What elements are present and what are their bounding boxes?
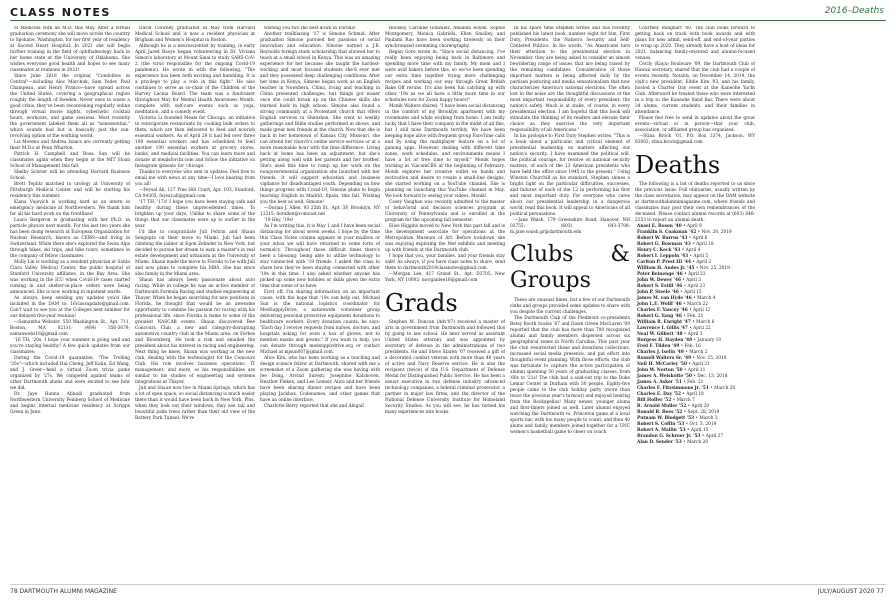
death-name: Ansel E. Boson '40	[637, 224, 682, 229]
death-separator: •	[685, 428, 691, 433]
footer-right: JULY/AUGUST 2020 77	[817, 588, 884, 595]
paragraph: Stephen M. Duncan (Adv'07) received a master of arts in government from Dartmouth and followed this by going to law school. He later served as assistant United States attorney and was appointed by secretary of defense in the administrations of two presidents. He and Steve Staren '07 received a gift of a decorated combat veteran with more than 40 years of active and Navy Reserve service. He is also the recipient (twice) of the U.S. Department of Defense Medal for Distinguished Public Service. He has been a senior executive in two defense industry advanced technology companies, a federal criminal prosecutor, a partner in major law firms, and the director of the National Defense University Institute for Homeland Security Studies. As you will see, he has turned his many experiences into books.	[385, 320, 505, 415]
death-name: Robert G. Bowman '43	[637, 242, 691, 247]
paragraph: Thanks to everyone who sent in updates. Feel free to email me with news at any time—I love hearing from you all!	[135, 170, 255, 187]
paragraph: Another trailblazing '17 is Simone Schmid. After graduation Simone pursued her passions of social innovation and education. Simone earned a J.B. Reynolds foreign study scholarship that allowed her to teach at a small school in Kenya. This was an amazing experience for her because she taught the hardest-working and most focused students she'd ever met and they possessed deep challenging conditions. After her time in Kenya, Simone began work as an English teacher in Nowshera, China, living and teaching in China presented challenges, but things got easier once she could break up on the Chinese skills she learned back in high school. Simone also found a strong community at a Protestant church that offers English services in Shenzhen. She went to weekly gatherings and Bible studies performed in shows, and made great new friends at the church. Now that she is back in her hometown of Kansas City, Missouri, she can attend her church's online service services or at a more reasonable hour with the time difference. Living back at home has been an adjustment, but she's getting along well with her parents and her brother. She's used this time to ramp up her work on the nongovernmental organization she launched with her friends. It will support education and business vigilance for disadvantaged youth. Depending on how things progress with Covid-19, Simone plans to begin teaching English in Madrid, Spain, this fall. Wishing you the best as well, Simone!	[260, 32, 380, 205]
death-date: March 20	[714, 386, 736, 391]
class-intro-paragraph: '17 TH, '17s! I hope you have been staying safe and healthy during these unprecedented times. To brighten up your days, Unlike to share some of the things that our classmates were up to earlier in the year.	[135, 200, 255, 229]
death-separator: •	[690, 242, 697, 247]
class-secretary-signoff: —Stina Brock '01, P.O. Box 3374, Jackson, WY 83002; stina.brock@gmail.com	[635, 134, 755, 145]
paragraph: Cecily (Kaya) Boulware '09, the Dartmouth Club of Hawaii secretary, shared that the club had a couple of events recently. Notably, on December 14, 2019, the club's new president, Eddie Kim '03, and his family, hosted a Charter Day event at the Kaneohe Yacht Club. Afterward he treated those who were interested in a trip to the Kaneohe Sand Bar. There were about 34 alums, current students, and their families in attendance.	[635, 62, 755, 115]
death-date: April 22	[688, 272, 706, 277]
death-name: Robert W. Barrus '43	[637, 236, 688, 241]
class-secretary-signoff: —Jane Walsh, 179 Greenshire Road, Hanover, NH 03755; (603) 643-3789; m.jane.walsh.gr@dartmouth.edu	[510, 218, 630, 235]
paragraph: Juli and Shaun now live in Miami Springs, which has a lot of open space, so social distancing is much easier there than it would have been back in New York. Plus, when they look out their windows, they see tall and beautiful palm trees rather than their old view of the Battery Park Tunnel. We're	[135, 386, 255, 421]
death-name: R. Arnold Muller '52	[637, 404, 687, 409]
death-date: April 11	[687, 368, 706, 373]
paragraph: Victoria Li founded Meals for Chicago, an initiative to reinvigorate restaurants by cooking bulk orders to them, which are then delivered to feed and nourish essential workers. As of April 29 it had fed over three 100 essential workers and has scheduled to feed another 100 essential workers at grocery stores, banks, and medical facilities. You can learn more and donate at mealsforchi.com and follow the initiative on Instagram @meals_for_chicago.	[135, 116, 255, 169]
class-intro-paragraph: '19 Hey, '19s!	[264, 218, 294, 223]
death-separator: •	[688, 254, 694, 259]
death-date: April 3	[687, 332, 703, 337]
death-date: April 2	[696, 260, 712, 265]
page-footer	[0, 582, 896, 600]
paragraph: wishing you two the best down in Florida!	[264, 26, 356, 31]
header-rule	[10, 20, 886, 21]
death-date: Feb. 21	[687, 380, 704, 385]
grads-heading: Grads	[385, 289, 458, 317]
paragraph: These are unusual times, but a few of our Dartmouth clubs and groups provided some updates to share with you despite the current challenges.	[510, 298, 630, 315]
paragraph: Elise Higgins moved to New York this past fall and is the development associate for operations at the Metropolitan Museum of Art. Before lockdown she was enjoying exploring the Met exhibits and meeting up with friends at the Dartmouth club.	[385, 224, 505, 253]
death-separator: •	[686, 362, 693, 367]
paragraph: Molly Lin is working as a resident physician at Santa Clara Valley Medical Center, the public hospital of Stanford University affiliates, in the Bay Area. She was working in the ICU when Covid-19 cases started coming in and shelter-in-place orders were being announced. She is now working in inpatient wards.	[10, 260, 130, 295]
death-name: Henry C. Keck '43	[637, 248, 681, 253]
death-name: Peter Reinenge '46	[637, 272, 683, 277]
death-date: Feb. 21	[687, 314, 704, 319]
death-name: Charles J. Iselin '49	[637, 350, 684, 355]
deaths-heading: Deaths	[635, 151, 721, 179]
death-separator: •	[682, 284, 688, 289]
paragraph: Alice Kim, who has been working as a teaching and design science fellow at Dartmouth, shared with me a screenshot of a Zoom gathering she was having with Jee Dong, Arvind Suresh, Josephine Kalshoven, Heather Fleken, and Lee Lenner. Alice and her friends have been sharing dinner recipes and have been playing Jackbox, Codenames, and other games that have an online interface.	[260, 356, 380, 403]
death-name: John W. Norton '50	[637, 368, 683, 373]
death-name: John P. Steele '46	[637, 290, 679, 295]
paragraph: First off, I'm sharing information on an important cause, with the hope that '19s can help out. Michael Sun is the national logistics coordinator for MedSupplyDrive, a nationwide volunteer group delivering personal protective equipment donations to healthcare workers. Every donation counts, he says: "Each day I receive requests from nurses, doctors, and hospitals asking for even a box of gloves, not to mention masks and gowns." If you want to help, you can donate through medsupplydrive.org or contact Michael at mjsun007@gmail.com.	[260, 290, 380, 355]
death-date: March 7	[676, 398, 695, 403]
column-4	[385, 26, 505, 578]
page-header	[0, 0, 896, 24]
death-date: April 15	[684, 290, 702, 295]
class-intro-paragraph: '16 TH, '20s. I hope your summer is going well and you're staying healthy! A few quick updates from our classmates:	[10, 338, 130, 355]
death-separator: •	[687, 236, 693, 241]
death-name: James A. Asker '51	[637, 380, 682, 385]
death-name: Robert G. Yang '46	[637, 314, 682, 319]
paragraph: Liz Moreno and Andrea Isaacs are currently getting their M.D.s at Penn Wharton.	[10, 140, 130, 151]
paragraph: Laura Bergeron is graduating with her Ph.D. in particle physics next month. For the last two years she has been doing research at European Organization for Nuclear Research, known as CERN—and living in Switzerland. While there she's explored the Swiss Alps through hikes, ski trips, and bike tours, sometimes in the company of fellow classmates.	[10, 218, 130, 259]
death-separator: •	[686, 404, 692, 409]
death-separator: •	[682, 272, 689, 277]
death-separator: •	[687, 326, 694, 331]
section-title: CLASS NOTES	[10, 6, 111, 19]
death-separator: •	[691, 296, 698, 301]
death-name: Robert A. Mallin '53	[637, 428, 686, 433]
death-separator: •	[694, 416, 700, 421]
death-separator: •	[691, 374, 698, 379]
death-separator: •	[690, 320, 697, 325]
death-date: April 29	[691, 404, 709, 409]
death-separator: •	[681, 314, 688, 319]
paragraph: Patrick H. Campbell and Rosa Sun will be classmates again when they begin at the MIT Sloan School of Management this fall.	[10, 152, 130, 169]
death-date: April 3	[686, 278, 702, 283]
death-separator: •	[679, 344, 685, 349]
death-name: Neal W. Gilbert '48	[637, 332, 683, 337]
death-date: March 6	[696, 320, 715, 325]
paragraph: Dr. Jaye Hanna Abbadi graduated from Northwestern University Feinberg School of Medicine and begins internal medicine residency at Scripps Green in June.	[10, 392, 130, 415]
column-3	[260, 26, 380, 578]
death-date: April 15	[690, 428, 709, 433]
paragraph: I hope that you, your families, and your friends stay safe! As always, if you have class notes to share, send them to dartmouth2019classnotes@gmail.com.	[385, 254, 505, 271]
paragraph: In his spare time Stephen writes and has recently published his latest book, number eight for him, First Duty, Presidents, the Nation's Security and Self-Centered Politics. In his words, "As Americans turn their attention to the presidential election in November, they are being asked to consider an almost bewildering range of issues that are being raised by the remaining candidates. Consideration of those important matters is being affected daily by the partisan posturing and media sensationalism that now characterizes America's national elections. The often lost in the noise are the thoughtful discussions of the most important responsibility of every president: the nation's safety. Much is at stake, of course, in every presidential election. I am hopeful that this book will stimulate the thinking of its readers and elevate their choice as they exercise the very important responsibility of all Americans."	[510, 26, 630, 133]
death-separator: •	[678, 290, 685, 295]
death-separator: •	[681, 380, 688, 385]
paragraph: I'd like to congratulate Juli Feltrin and Shaun Sengupta on their move to Miami. Juli had been climbing the ladder at Egon Zehnder in New York, but decided to pursue her dream to earn a master's in real estate development and urbanism at the University of Miami. Shaun made the move to Florida to be with Juli and now plans to complete his MBA. She has since also family in the Miami area.	[135, 230, 255, 277]
death-separator: •	[700, 434, 706, 439]
death-name: John W. Dewey '46	[637, 278, 681, 283]
section-subtitle: 2016–Deaths	[824, 6, 884, 16]
death-date: March 4	[697, 296, 716, 301]
death-name: William H. Andes Jr. '45	[637, 266, 695, 271]
paragraph: During the Covid-19 quarantine, "The Trolling '20s"—which included Hal Cheng, Jeff Kahn, Ed Wang, and J. Greer—held a virtual Zoom trivia game organized by '27s. We competed against teams of other Dartmouth alums and were excited to see how we did.	[10, 356, 130, 391]
paragraph: The Dartmouth Club of the Piedmont co-presidents Betsy Booth Scales '87 and Dawn Green MacLaren '09 reported that the club has more than 700 recognized alumni and family members dispersed across six geographical zones in North Carolina. This past year the club resurrected these and donations collections, increased social media presence, and put effort into thoughtful event planning. With those efforts, the club was fortunate to capture the active participation of alumni spanning 50 years of graduating classes, from '60s to '21s! The club had a sold-out trip to the Duke Lemur Center in Durham with 30 people. Eighty-five people came to the club holiday party (more than twice the previous year's turnout) and enjoyed hearing from the Rockapellas! Many newer, younger alums and first-timers joined as well. Later alumni enjoyed watching the Dartmouth vs. Princeton game at a local sports bar, with too many people to count, and then 40 alums and family members joined together for a UNC women's basketball game to cheer on coach	[510, 316, 630, 435]
death-date: April 4	[685, 248, 701, 253]
death-name: Charles F. Fitzsimmons Jr. '51	[637, 386, 709, 391]
paragraph: In his prologue to First Duty Stephen writes, "This is a book about a particular and critical element of presidential leadership on matters affecting our nation's security. I have examined the political will, the political courage, for resolve on national security matters, of each of the 13 American presidents who have held the office since 1945 to the present." Using Winston Churchill as his standard, Stephen shines a bright light on the particular difficulties, successes, and failures of each of the 13 in performing his first and most important duty. For everyone who cares about our presidential leadership in a dangerous world, read this book. It will appeal to Americans of all political persuasions.	[510, 134, 630, 217]
death-date: March 28	[686, 440, 709, 445]
death-separator: •	[708, 386, 715, 391]
death-name: James A. Weiskotte '50	[637, 374, 692, 379]
death-separator: •	[687, 308, 694, 313]
death-name: Charles E. Day '52	[637, 392, 681, 397]
death-date: Feb. 16	[684, 344, 701, 349]
death-name: Carlton P. Prest III '44	[637, 260, 692, 265]
death-date: January 10	[697, 338, 722, 343]
death-separator: •	[682, 332, 688, 337]
paragraph: Please feel free to send in updates about the great events—virtual or in person—that your club, association, or affiliated group has organized.	[635, 116, 755, 133]
death-name: Brandon G. Schroer Jr. '53	[637, 434, 701, 439]
class-secretary-signoff: —Morgan Lee, 417 Grand St., Apt. D3705, New York, NY 10002; morganlee16@gmail.com	[385, 272, 505, 283]
death-name: Robert I. Leppoln '43	[637, 254, 689, 259]
death-name: Robert S. Coffin '53	[637, 422, 685, 427]
class-secretary-signoff: —Dorian J. Allen, 93 25th St., Apt. 3F, Brooklyn, NY 11215; dorallen@comcast.net	[260, 206, 380, 217]
death-date: Nov. 28, 2019	[701, 230, 732, 235]
footer-rule	[10, 584, 886, 585]
death-name: Fred F. Tilden '49	[637, 344, 680, 349]
footer-left: 78 DARTMOUTH ALUMNI MAGAZINE	[10, 588, 117, 595]
death-separator: •	[681, 440, 687, 445]
deaths-intro: The following is a list of deaths reported to us since the previous issue. Full obituaries, usually written by the class secretaries, may appear on the DAM website at dartmouthalumnimagazine.com, where friends and classmates may post their own remembrances of the deceased. Please contact alumni records at (603) 646-2253 to report an alumni death.	[635, 182, 755, 223]
column-2	[135, 26, 255, 578]
death-separator: •	[696, 230, 702, 235]
paragraph: Monik Walters shared, "I have been social distancing in the comfort of my Brooklyn apartment with my roommates and while working from home. I am really lucky that I have their company in the midst of all this, but I still miss Dartmouth terribly. We have been keeping hope alive with frequent group FaceTime calls and by using the multiplayer feature on a lot of gaming apps. However, dealing with different time zones, work schedules, and environments means I have a lot of free time to myself." Monik hopes working at ViacomCBS at the beginning of February. Monik explores her creative outlet on hands and motivation and desire to create a small-line designs, she started working on a YouTube channel. She is planning on launching this YouTube channel in May. We look forward to seeing your videos, Monik!	[385, 104, 505, 199]
paragraph: Courtney Banghart '00. The club looks forward to getting back on track with book awards and with plans for new admit, send-off, and end-of-year parties to wrap up 2020. They already have a host of ideas for 2021, balancing family-oriented and alumni-focused venues.	[635, 26, 755, 61]
death-separator: •	[691, 356, 697, 361]
death-separator: •	[682, 410, 688, 415]
death-name: Franklin S. Coakman '42	[637, 230, 697, 235]
column-5	[510, 26, 630, 578]
deaths-list	[635, 224, 755, 446]
death-name: Robert S. Estill '46	[637, 284, 683, 289]
death-date: April 18	[696, 242, 714, 247]
death-separator: •	[692, 338, 698, 343]
death-date: April 22	[693, 326, 711, 331]
paragraph: Brett Teplitz matched to urology at University of Pittsburgh Medical Center and will be starting his residency this summer.	[10, 182, 130, 199]
death-name: Alan D. Sender '53	[637, 440, 682, 445]
death-date: April 18	[686, 392, 704, 397]
death-date: April 12	[693, 308, 711, 313]
death-name: Russell Walters Sr. '49	[637, 356, 692, 361]
death-date: April 21	[692, 362, 710, 367]
death-separator: •	[683, 350, 690, 355]
death-entry	[635, 440, 755, 446]
death-separator: •	[691, 260, 697, 265]
death-separator: •	[684, 422, 690, 427]
death-date: March 22	[687, 302, 709, 307]
paragraph: Buckley, Caroline Gonzalez, Amanda Royek, Sophie Montgomery, Monica Gabriela, Ellen Smalley, and Paulami Rao have been working tirelessly on their synchronized swimming choreography.	[385, 26, 505, 49]
death-separator: •	[682, 368, 688, 373]
death-name: Lawrence I. Gillis '47	[637, 326, 688, 331]
paragraph: As always, keep sending any updates you'd like included in the DAM to: 16classupdate@gmail.com. Can't wait to see you at the Colleges next summer for our delayed five-year reunion!	[10, 296, 130, 319]
paragraph: Since June 2018 the original "Condolites in Central"—including Alec Marchuk, Sam Yoder, Paul Champeau, and Henry Franco—have spread across the United States, covering a geographical region roughly the length of Sweden. Never ones to waste a good crisis, they've been reconvening regularly online through virtual movie nights, cybernetic cocktail hours, workouts, and game sessions. Most recently the government labeled them all as "nonessential," which sounds bad but is basically just the sun-revolving option of the working world.	[10, 74, 130, 139]
death-separator: •	[680, 392, 687, 397]
death-name: Neil H. McCarley '50	[637, 362, 687, 367]
death-date: March 2	[689, 350, 708, 355]
death-date: Dec. 13, 2018	[697, 374, 728, 379]
death-name: Burgess H. Hayden '48	[637, 338, 693, 343]
death-name: Ronald R. Rees '52	[637, 410, 683, 415]
clubs-groups-heading: Clubs & Groups	[510, 242, 630, 293]
death-date: April 23	[687, 284, 706, 289]
class-secretary-signoff: —Samantha Webster, 550 Washington St., Apt. 711, Boston, MA 02111; (484) 356-3679; samanwebs16@gmail.com	[10, 320, 130, 337]
death-separator: •	[671, 398, 677, 403]
death-separator: •	[681, 302, 687, 307]
death-separator: •	[680, 248, 686, 253]
paragraph: As I'm writing this, it is May 1 and I have been social distancing for about seven weeks. I hope by the time this Class Notes column appears in your mailbox or your inbox we will have returned to some form of normalcy. Throughout these difficult times there's been a blessing: being able to utilize technology to stay connected with '19 friends. I asked the class to share how they've been staying connected with other '19s in this time. I also asked whether anyone has picked up some new hobbies or skills given the extra time that some of us have.	[260, 224, 380, 289]
paragraph: Although he is a neuroscientist by training, in early April Jared Baoyo began volunteering in Dr. Viviana Simon's laboratory at Mount Sinai to study SARS-CoV-2 (the virus responsible for the ongoing Covid-19 pandemic). He wrote in with the following, "The experience has been both exciting and humbling. It is a privilege to play a role in this fight." He also continues to serve as co-chair of the Children of the Harvey Lacina Board. The team was a fundraiser throughout May for Mental Health Awareness Month, complete with self-care events such as yoga, meditation, and a comedy event.	[135, 44, 255, 115]
death-name: Charles F. Yancey '46	[637, 308, 688, 313]
death-separator: •	[680, 278, 687, 283]
death-name: James M. van Hyde '46	[637, 296, 692, 301]
death-name: Putnam W. Blodgett '53	[637, 416, 695, 421]
death-date: April 5	[693, 254, 709, 259]
death-name: William R. Enright '47	[637, 320, 691, 325]
column-6	[635, 26, 755, 578]
column-1	[10, 26, 130, 578]
paragraph: Shaun has always been passionate about auto racing. While in college he was an active member of Dartmouth Formula Racing and studied engineering at Thayer. When he began searching for new positions in Florida, he thought that would be an awesome opportunity to combine his passion for racing with his professional life, since Florida is home to some of the greatest NASCAR events. Shaun discovered Bee Concours Club, a new and category-disrupting automotive country club in the Miami area, on Forbes and Bloomberg. He took a risk and emailed the president about his interest in racing and engineering. Next thing he knew, Shaun was working at the new club, dealing with the technologist for the Concours Club. His role involves business operations, IT management, and more, so his responsibilities are similar to his studies of engineering and systems integrations at Thayer.	[135, 278, 255, 385]
death-date: Nov. 25, 2019	[699, 266, 730, 271]
death-date: Nov. 25, 2019	[696, 356, 727, 361]
paragraph: Casey Vaughan was recently admitted to the master of behavioral and decision sciences program at University of Pennsylvania and is enrolled in the program for the upcoming fall semester.	[385, 200, 505, 223]
death-separator: •	[694, 266, 700, 271]
death-name: John L.E. Wolff '46	[637, 302, 682, 307]
death-date: Sept. 28, 2019	[687, 410, 720, 415]
paragraph: Charlotte Berry reported that she and Abigail	[264, 404, 364, 409]
death-date: Oct. 3, 2019	[689, 422, 717, 427]
death-separator: •	[681, 224, 687, 229]
paragraph: Kiana Vujovich is working hard as an intern in emergency medicine at Northwestern. We thank him for all his hard work on the frontlines!	[10, 200, 130, 217]
death-date: April 6	[692, 236, 708, 241]
paragraph: of Medicine with an M.D. this May. After a virtual graduation ceremony she will move across the country to Spokane, Washington, for her first year of residency at Sacred Heart Hospital. In 2021 she will begin further training in the field of ophthalmology back in her home state at the University of Oklahoma. She wishes everyone good health and hopes to see many classmates at reunions in 2021!	[10, 26, 130, 73]
death-name: Bill Hoffer '52	[637, 398, 672, 403]
death-date: March 3	[699, 416, 718, 421]
death-date: April 9	[687, 224, 702, 229]
paragraph: Regan Gore wrote in, "Since social distancing, I've really been enjoying being back in Baltimore and spending more time with my family. My mom and I were avid bakers before this, so we've been spending our extra time together trying more challenging recipes and working our way through Great British Bake Off reruns. It's also been fun catching up with other '19s as we all have a little more time in our schedules now for Zoom happy hours!"	[385, 50, 505, 103]
death-date: April 27	[705, 434, 724, 439]
class-secretary-signoff: —Feysal Ali, 127 Pine Hill Court, Apt. 103, Stanford, CA 94305; feysal.ali@gmail.com	[135, 188, 255, 199]
paragraph: David Clowney graduated in May from Harvard Medical School and is now a resident physician at Brigham and Women's Hospital in Boston.	[135, 26, 255, 43]
paragraph: Shelby Schrier will be attending Harvard Business School.	[10, 170, 130, 181]
